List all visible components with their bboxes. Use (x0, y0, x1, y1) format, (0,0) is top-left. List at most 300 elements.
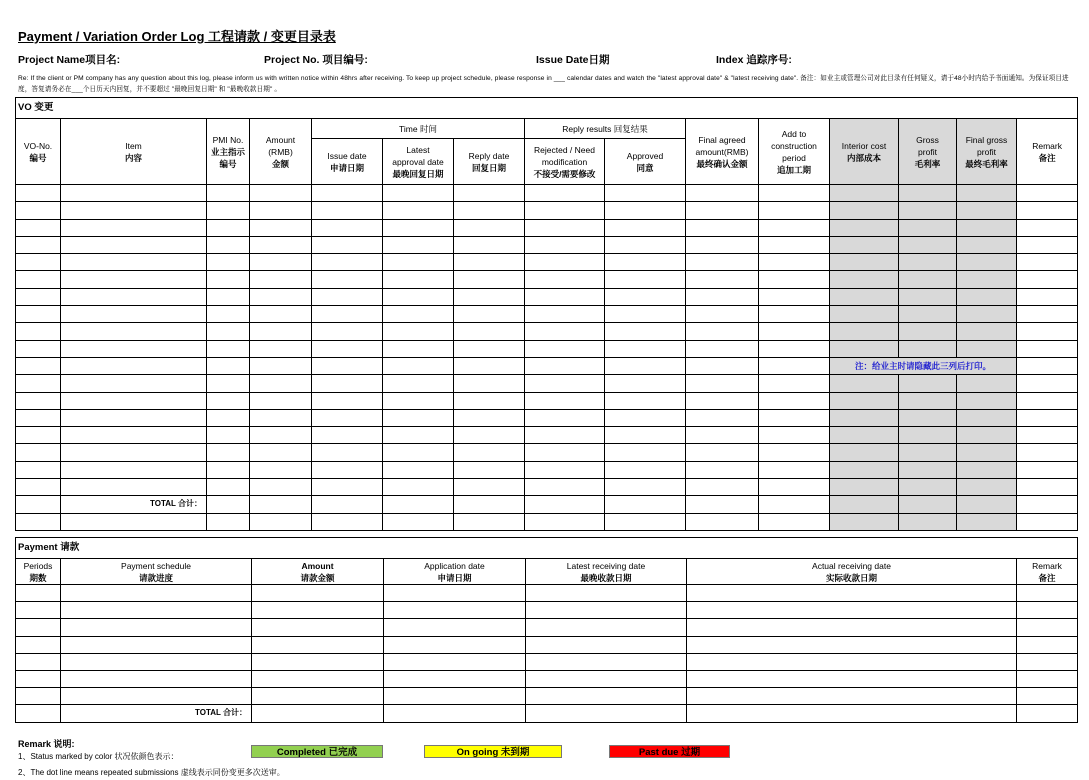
payment-cell[interactable] (1017, 636, 1078, 653)
payment-cell[interactable] (252, 585, 384, 602)
payment-cell[interactable] (252, 619, 384, 636)
vo-cell[interactable] (957, 254, 1017, 271)
vo-cell[interactable] (759, 219, 830, 236)
vo-cell[interactable] (207, 288, 250, 305)
vo-cell[interactable] (759, 496, 830, 513)
vo-cell[interactable] (759, 288, 830, 305)
vo-cell[interactable] (16, 409, 61, 426)
vo-cell[interactable] (830, 392, 899, 409)
vo-cell[interactable] (525, 409, 605, 426)
vo-cell[interactable] (207, 444, 250, 461)
vo-cell[interactable] (830, 461, 899, 478)
vo-cell[interactable] (312, 392, 383, 409)
vo-cell[interactable] (957, 288, 1017, 305)
vo-cell[interactable] (899, 513, 957, 530)
vo-cell[interactable] (759, 392, 830, 409)
vo-cell[interactable] (605, 254, 686, 271)
vo-cell[interactable] (899, 340, 957, 357)
vo-cell[interactable] (759, 444, 830, 461)
vo-cell[interactable] (525, 254, 605, 271)
vo-cell[interactable] (383, 340, 454, 357)
vo-cell[interactable] (61, 427, 207, 444)
vo-cell[interactable] (207, 375, 250, 392)
payment-cell[interactable] (252, 688, 384, 705)
vo-cell[interactable] (830, 306, 899, 323)
vo-cell[interactable] (686, 513, 759, 530)
vo-cell[interactable] (957, 461, 1017, 478)
vo-cell[interactable] (605, 444, 686, 461)
payment-cell[interactable] (526, 619, 687, 636)
vo-cell[interactable] (605, 375, 686, 392)
vo-cell[interactable] (525, 461, 605, 478)
vo-cell[interactable] (899, 375, 957, 392)
payment-cell[interactable] (384, 688, 526, 705)
vo-cell[interactable] (61, 409, 207, 426)
vo-cell[interactable] (250, 375, 312, 392)
vo-cell[interactable] (957, 236, 1017, 253)
vo-cell[interactable] (605, 236, 686, 253)
vo-cell[interactable] (312, 513, 383, 530)
vo-cell[interactable] (383, 513, 454, 530)
vo-cell[interactable] (605, 461, 686, 478)
vo-cell[interactable] (16, 271, 61, 288)
payment-cell[interactable] (384, 705, 526, 722)
vo-cell[interactable] (686, 254, 759, 271)
vo-cell[interactable] (207, 427, 250, 444)
vo-cell[interactable] (957, 375, 1017, 392)
vo-cell[interactable] (957, 340, 1017, 357)
payment-cell[interactable] (526, 585, 687, 602)
vo-cell[interactable] (957, 496, 1017, 513)
vo-cell[interactable] (250, 496, 312, 513)
vo-cell[interactable] (830, 496, 899, 513)
vo-cell[interactable] (957, 479, 1017, 496)
vo-cell[interactable] (605, 496, 686, 513)
vo-cell[interactable] (525, 219, 605, 236)
vo-cell[interactable] (312, 185, 383, 202)
vo-cell[interactable] (454, 357, 525, 374)
vo-cell[interactable] (1017, 375, 1078, 392)
payment-cell[interactable] (252, 602, 384, 619)
vo-cell[interactable] (759, 202, 830, 219)
vo-cell[interactable] (686, 271, 759, 288)
vo-cell[interactable] (250, 357, 312, 374)
vo-cell[interactable] (525, 357, 605, 374)
payment-cell[interactable] (1017, 688, 1078, 705)
vo-cell[interactable] (383, 219, 454, 236)
vo-cell[interactable] (605, 202, 686, 219)
vo-cell[interactable] (250, 392, 312, 409)
vo-cell[interactable] (454, 306, 525, 323)
vo-cell[interactable] (759, 306, 830, 323)
vo-cell[interactable] (207, 202, 250, 219)
vo-cell[interactable] (250, 306, 312, 323)
vo-cell[interactable] (759, 271, 830, 288)
payment-cell[interactable] (1017, 653, 1078, 670)
vo-cell[interactable] (830, 479, 899, 496)
vo-cell[interactable] (61, 392, 207, 409)
vo-cell[interactable] (1017, 254, 1078, 271)
vo-cell[interactable] (61, 254, 207, 271)
payment-cell[interactable] (16, 585, 61, 602)
vo-cell[interactable] (454, 236, 525, 253)
vo-cell[interactable] (454, 202, 525, 219)
vo-cell[interactable] (957, 271, 1017, 288)
vo-cell[interactable] (16, 496, 61, 513)
payment-cell[interactable] (61, 602, 252, 619)
vo-cell[interactable] (312, 202, 383, 219)
payment-cell[interactable] (252, 653, 384, 670)
vo-cell[interactable] (250, 202, 312, 219)
vo-cell[interactable] (830, 271, 899, 288)
vo-cell[interactable] (61, 375, 207, 392)
payment-cell[interactable] (61, 670, 252, 687)
vo-cell[interactable] (312, 254, 383, 271)
vo-cell[interactable] (61, 461, 207, 478)
vo-cell[interactable] (61, 513, 207, 530)
vo-cell[interactable] (61, 479, 207, 496)
payment-cell[interactable] (384, 619, 526, 636)
vo-cell[interactable] (454, 271, 525, 288)
vo-cell[interactable] (525, 444, 605, 461)
vo-cell[interactable] (899, 254, 957, 271)
vo-cell[interactable] (759, 375, 830, 392)
vo-cell[interactable] (1017, 461, 1078, 478)
vo-cell[interactable] (1017, 444, 1078, 461)
vo-cell[interactable] (525, 323, 605, 340)
vo-cell[interactable] (686, 427, 759, 444)
vo-cell[interactable] (899, 323, 957, 340)
payment-cell[interactable] (384, 653, 526, 670)
vo-cell[interactable] (16, 479, 61, 496)
vo-cell[interactable] (899, 392, 957, 409)
vo-cell[interactable] (207, 357, 250, 374)
vo-cell[interactable] (312, 496, 383, 513)
vo-cell[interactable] (957, 306, 1017, 323)
vo-cell[interactable] (250, 409, 312, 426)
vo-cell[interactable] (525, 271, 605, 288)
vo-cell[interactable] (383, 409, 454, 426)
payment-cell[interactable] (687, 585, 1017, 602)
vo-cell[interactable] (759, 236, 830, 253)
vo-cell[interactable] (830, 340, 899, 357)
vo-cell[interactable] (759, 357, 830, 374)
vo-cell[interactable] (61, 444, 207, 461)
vo-cell[interactable] (957, 409, 1017, 426)
vo-cell[interactable] (1017, 271, 1078, 288)
vo-cell[interactable] (830, 323, 899, 340)
payment-cell[interactable] (252, 670, 384, 687)
payment-cell[interactable] (384, 585, 526, 602)
vo-cell[interactable] (759, 409, 830, 426)
vo-cell[interactable] (525, 496, 605, 513)
vo-cell[interactable] (686, 375, 759, 392)
vo-cell[interactable] (312, 288, 383, 305)
payment-cell[interactable] (526, 670, 687, 687)
vo-cell[interactable] (454, 427, 525, 444)
vo-cell[interactable] (16, 202, 61, 219)
payment-cell[interactable] (384, 636, 526, 653)
vo-cell[interactable] (1017, 185, 1078, 202)
vo-cell[interactable] (61, 357, 207, 374)
vo-cell[interactable] (957, 513, 1017, 530)
vo-cell[interactable] (525, 340, 605, 357)
vo-cell[interactable] (16, 254, 61, 271)
vo-cell[interactable] (207, 461, 250, 478)
vo-cell[interactable] (759, 323, 830, 340)
vo-cell[interactable] (759, 340, 830, 357)
vo-cell[interactable] (207, 306, 250, 323)
payment-cell[interactable] (526, 688, 687, 705)
vo-cell[interactable] (686, 323, 759, 340)
payment-cell[interactable] (526, 602, 687, 619)
vo-cell[interactable] (899, 409, 957, 426)
vo-cell[interactable] (686, 409, 759, 426)
vo-cell[interactable] (61, 288, 207, 305)
vo-cell[interactable] (605, 219, 686, 236)
vo-cell[interactable] (207, 479, 250, 496)
vo-cell[interactable] (383, 271, 454, 288)
vo-cell[interactable] (16, 219, 61, 236)
payment-cell[interactable] (687, 619, 1017, 636)
vo-cell[interactable] (207, 513, 250, 530)
vo-cell[interactable] (312, 479, 383, 496)
vo-cell[interactable] (957, 444, 1017, 461)
vo-cell[interactable] (61, 340, 207, 357)
vo-cell[interactable] (16, 236, 61, 253)
vo-cell[interactable] (454, 219, 525, 236)
vo-cell[interactable] (830, 427, 899, 444)
payment-cell[interactable] (526, 636, 687, 653)
vo-cell[interactable] (454, 409, 525, 426)
vo-cell[interactable] (525, 375, 605, 392)
vo-cell[interactable] (16, 444, 61, 461)
vo-cell[interactable] (16, 288, 61, 305)
vo-cell[interactable] (605, 427, 686, 444)
vo-cell[interactable] (454, 375, 525, 392)
vo-cell[interactable] (686, 236, 759, 253)
vo-cell[interactable] (250, 236, 312, 253)
payment-cell[interactable] (687, 688, 1017, 705)
vo-cell[interactable] (605, 340, 686, 357)
vo-cell[interactable] (899, 185, 957, 202)
payment-cell[interactable] (61, 653, 252, 670)
vo-cell[interactable] (383, 479, 454, 496)
vo-cell[interactable] (759, 254, 830, 271)
vo-cell[interactable] (250, 219, 312, 236)
vo-cell[interactable] (830, 236, 899, 253)
vo-cell[interactable] (312, 444, 383, 461)
vo-cell[interactable] (454, 392, 525, 409)
vo-cell[interactable] (1017, 392, 1078, 409)
vo-cell[interactable] (830, 357, 1017, 374)
vo-cell[interactable] (525, 513, 605, 530)
vo-cell[interactable] (830, 444, 899, 461)
vo-cell[interactable] (830, 409, 899, 426)
vo-cell[interactable] (383, 254, 454, 271)
vo-cell[interactable] (686, 496, 759, 513)
vo-cell[interactable] (1017, 219, 1078, 236)
payment-cell[interactable] (61, 688, 252, 705)
vo-cell[interactable] (383, 288, 454, 305)
vo-cell[interactable] (899, 288, 957, 305)
payment-cell[interactable] (1017, 585, 1078, 602)
vo-cell[interactable] (207, 219, 250, 236)
vo-cell[interactable] (454, 444, 525, 461)
vo-cell[interactable] (830, 219, 899, 236)
vo-cell[interactable] (686, 461, 759, 478)
payment-cell[interactable] (16, 670, 61, 687)
vo-cell[interactable] (686, 479, 759, 496)
vo-cell[interactable] (1017, 236, 1078, 253)
vo-cell[interactable] (605, 357, 686, 374)
vo-cell[interactable] (16, 185, 61, 202)
vo-cell[interactable] (312, 271, 383, 288)
vo-cell[interactable] (1017, 202, 1078, 219)
vo-cell[interactable] (605, 288, 686, 305)
vo-cell[interactable] (16, 375, 61, 392)
vo-cell[interactable] (899, 444, 957, 461)
vo-cell[interactable] (899, 219, 957, 236)
vo-cell[interactable] (61, 271, 207, 288)
vo-cell[interactable] (899, 236, 957, 253)
vo-cell[interactable] (383, 427, 454, 444)
vo-cell[interactable] (1017, 323, 1078, 340)
payment-cell[interactable] (16, 653, 61, 670)
vo-cell[interactable] (61, 202, 207, 219)
payment-cell[interactable] (16, 619, 61, 636)
vo-cell[interactable] (759, 185, 830, 202)
vo-cell[interactable] (454, 340, 525, 357)
vo-cell[interactable] (605, 409, 686, 426)
vo-cell[interactable] (830, 185, 899, 202)
vo-cell[interactable] (383, 306, 454, 323)
vo-cell[interactable] (61, 236, 207, 253)
vo-cell[interactable] (686, 185, 759, 202)
vo-cell[interactable] (383, 461, 454, 478)
vo-cell[interactable] (207, 236, 250, 253)
vo-cell[interactable] (1017, 513, 1078, 530)
vo-cell[interactable] (605, 323, 686, 340)
vo-cell[interactable] (16, 357, 61, 374)
vo-cell[interactable] (312, 461, 383, 478)
vo-cell[interactable] (899, 271, 957, 288)
vo-cell[interactable] (16, 392, 61, 409)
vo-cell[interactable] (686, 288, 759, 305)
vo-cell[interactable] (830, 254, 899, 271)
vo-cell[interactable] (250, 340, 312, 357)
payment-cell[interactable] (526, 705, 687, 722)
vo-cell[interactable] (250, 427, 312, 444)
vo-cell[interactable] (250, 323, 312, 340)
vo-cell[interactable] (383, 236, 454, 253)
vo-cell[interactable] (312, 306, 383, 323)
vo-cell[interactable] (312, 427, 383, 444)
vo-cell[interactable] (250, 513, 312, 530)
payment-cell[interactable] (526, 653, 687, 670)
payment-cell[interactable] (252, 705, 384, 722)
payment-cell[interactable] (384, 602, 526, 619)
vo-cell[interactable] (525, 479, 605, 496)
vo-cell[interactable] (957, 427, 1017, 444)
vo-cell[interactable] (525, 185, 605, 202)
vo-cell[interactable] (605, 513, 686, 530)
vo-cell[interactable] (525, 306, 605, 323)
payment-cell[interactable] (61, 619, 252, 636)
vo-cell[interactable] (830, 202, 899, 219)
vo-cell[interactable] (383, 392, 454, 409)
vo-cell[interactable] (207, 271, 250, 288)
vo-cell[interactable] (759, 513, 830, 530)
vo-cell[interactable] (61, 185, 207, 202)
payment-cell[interactable] (1017, 670, 1078, 687)
vo-cell[interactable] (759, 427, 830, 444)
vo-cell[interactable] (383, 496, 454, 513)
vo-cell[interactable] (312, 323, 383, 340)
payment-cell[interactable] (1017, 602, 1078, 619)
vo-cell[interactable] (686, 392, 759, 409)
vo-cell[interactable] (61, 306, 207, 323)
vo-cell[interactable] (525, 202, 605, 219)
vo-cell[interactable] (383, 444, 454, 461)
vo-cell[interactable] (207, 496, 250, 513)
vo-cell[interactable] (250, 185, 312, 202)
payment-cell[interactable] (16, 688, 61, 705)
vo-cell[interactable] (250, 479, 312, 496)
vo-cell[interactable] (899, 479, 957, 496)
vo-cell[interactable] (207, 409, 250, 426)
vo-cell[interactable] (1017, 340, 1078, 357)
vo-cell[interactable] (383, 202, 454, 219)
vo-cell[interactable] (207, 392, 250, 409)
payment-cell[interactable] (687, 705, 1017, 722)
vo-cell[interactable] (605, 392, 686, 409)
payment-cell[interactable] (61, 636, 252, 653)
vo-cell[interactable] (830, 375, 899, 392)
vo-cell[interactable] (454, 461, 525, 478)
vo-cell[interactable] (1017, 357, 1078, 374)
vo-cell[interactable] (686, 357, 759, 374)
vo-cell[interactable] (312, 219, 383, 236)
vo-cell[interactable] (1017, 496, 1078, 513)
vo-cell[interactable] (16, 513, 61, 530)
vo-cell[interactable] (312, 357, 383, 374)
vo-cell[interactable] (454, 323, 525, 340)
vo-cell[interactable] (1017, 479, 1078, 496)
vo-cell[interactable] (1017, 427, 1078, 444)
vo-cell[interactable] (312, 375, 383, 392)
vo-cell[interactable] (957, 392, 1017, 409)
vo-cell[interactable] (759, 461, 830, 478)
vo-cell[interactable] (454, 254, 525, 271)
payment-cell[interactable] (687, 670, 1017, 687)
vo-cell[interactable] (250, 444, 312, 461)
vo-cell[interactable] (383, 185, 454, 202)
vo-cell[interactable] (686, 202, 759, 219)
vo-cell[interactable] (250, 288, 312, 305)
vo-cell[interactable] (312, 340, 383, 357)
vo-cell[interactable] (61, 323, 207, 340)
vo-cell[interactable] (830, 513, 899, 530)
vo-cell[interactable] (525, 427, 605, 444)
vo-cell[interactable] (525, 392, 605, 409)
vo-cell[interactable] (605, 306, 686, 323)
vo-cell[interactable] (957, 202, 1017, 219)
vo-cell[interactable] (250, 461, 312, 478)
vo-cell[interactable] (454, 479, 525, 496)
payment-cell[interactable] (687, 653, 1017, 670)
vo-cell[interactable] (957, 323, 1017, 340)
